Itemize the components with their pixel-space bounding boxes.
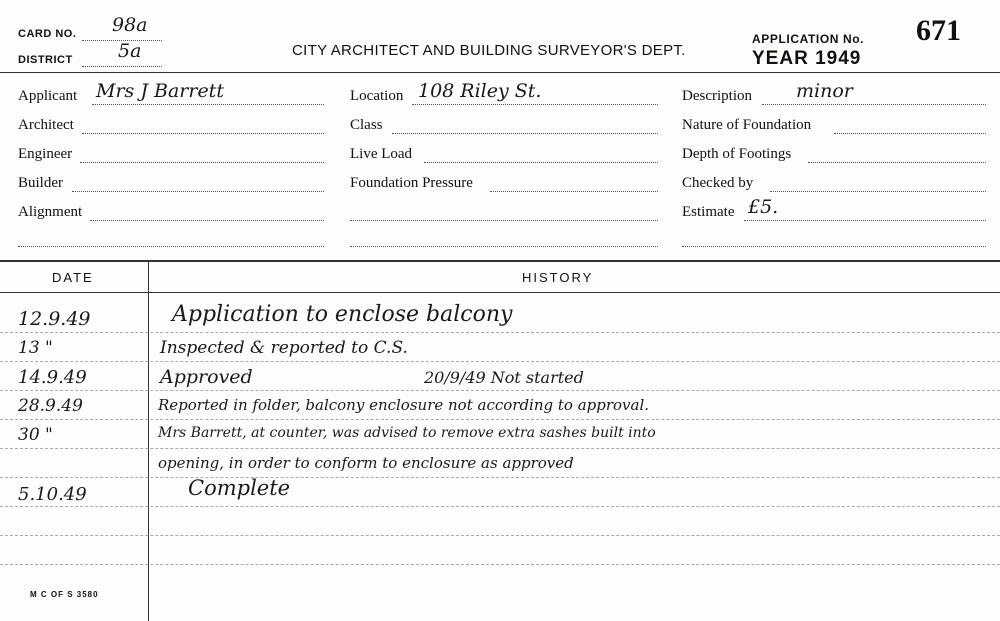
history-row-line — [0, 390, 1000, 391]
history-row-line — [0, 477, 1000, 478]
history-row-text: Reported in folder, balcony enclosure not according to approval. — [158, 396, 650, 414]
foundation-pressure-dots — [490, 191, 658, 192]
history-column-header: HISTORY — [522, 270, 594, 285]
alignment-label: Alignment — [18, 204, 83, 220]
estimate-dots — [744, 220, 986, 221]
depth-of-footings-dots — [808, 162, 986, 163]
history-row-line — [0, 361, 1000, 362]
date-column-header: DATE — [52, 270, 94, 285]
card-no-label: CARD NO. — [18, 28, 77, 40]
location-label: Location — [350, 88, 404, 104]
header-rule — [0, 72, 1000, 73]
engineer-label: Engineer — [18, 146, 73, 162]
live-load-label: Live Load — [350, 146, 413, 162]
history-row-line — [0, 506, 1000, 507]
history-row-note: 20/9/49 Not started — [424, 368, 584, 387]
architect-label: Architect — [18, 117, 74, 133]
history-row-line — [0, 564, 1000, 565]
class-label: Class — [350, 117, 383, 133]
history-row-date: 5.10.49 — [18, 484, 87, 505]
history-row-text: Mrs Barrett, at counter, was advised to remove extra sashes built into — [158, 425, 656, 441]
history-row-text: Inspected & reported to C.S. — [160, 338, 408, 358]
checked-by-dots — [770, 191, 986, 192]
history-top-rule — [0, 260, 1000, 262]
district-dots — [82, 66, 162, 67]
applicant-value: Mrs J Barrett — [96, 80, 224, 102]
engineer-dots — [80, 162, 324, 163]
district-label: DISTRICT — [18, 54, 73, 66]
form-code: M C OF S 3580 — [30, 590, 99, 599]
history-row-date: 30 " — [18, 425, 53, 445]
history-row-text: Complete — [188, 476, 291, 500]
year-label: YEAR 1949 — [752, 48, 862, 69]
col3-extra-dots — [682, 246, 986, 247]
department-title: CITY ARCHITECT AND BUILDING SURVEYOR'S DEPT. — [292, 42, 686, 59]
location-value: 108 Riley St. — [418, 80, 542, 102]
application-no-label: APPLICATION No. — [752, 32, 865, 46]
location-dots — [412, 104, 658, 105]
history-row-text: Application to enclose balcony — [172, 302, 513, 327]
applicant-dots — [92, 104, 324, 105]
estimate-label: Estimate — [682, 204, 735, 220]
history-row-line — [0, 448, 1000, 449]
estimate-value: £5. — [748, 196, 779, 218]
history-row-line — [0, 332, 1000, 333]
history-row-line — [0, 535, 1000, 536]
architect-dots — [82, 133, 324, 134]
col2-extra-dots-1 — [350, 220, 658, 221]
depth-of-footings-label: Depth of Footings — [682, 146, 792, 162]
builder-label: Builder — [18, 175, 63, 191]
history-row-text: opening, in order to conform to enclosure as approved — [158, 454, 574, 472]
description-dots — [762, 104, 986, 105]
history-row-date: 14.9.49 — [18, 367, 87, 388]
builder-dots — [72, 191, 324, 192]
nature-of-foundation-dots — [834, 133, 986, 134]
history-row-date: 12.9.49 — [18, 308, 91, 330]
nature-of-foundation-label: Nature of Foundation — [682, 117, 812, 133]
alignment-dots — [90, 220, 324, 221]
description-value: minor — [796, 80, 853, 102]
district-value: 5a — [118, 40, 142, 62]
checked-by-label: Checked by — [682, 175, 754, 191]
history-row-line — [0, 419, 1000, 420]
foundation-pressure-label: Foundation Pressure — [350, 175, 473, 191]
applicant-label: Applicant — [18, 88, 78, 104]
history-row-date: 13 " — [18, 338, 53, 358]
history-row-text: Approved — [160, 366, 253, 388]
description-label: Description — [682, 88, 752, 104]
col1-extra-dots — [18, 246, 324, 247]
live-load-dots — [424, 162, 658, 163]
history-row-date: 28.9.49 — [18, 396, 83, 416]
application-no-value: 671 — [916, 14, 961, 47]
class-dots — [392, 133, 658, 134]
card-no-value: 98a — [112, 14, 148, 36]
history-header-rule — [0, 292, 1000, 293]
col2-extra-dots-2 — [350, 246, 658, 247]
date-column-divider — [148, 262, 149, 621]
